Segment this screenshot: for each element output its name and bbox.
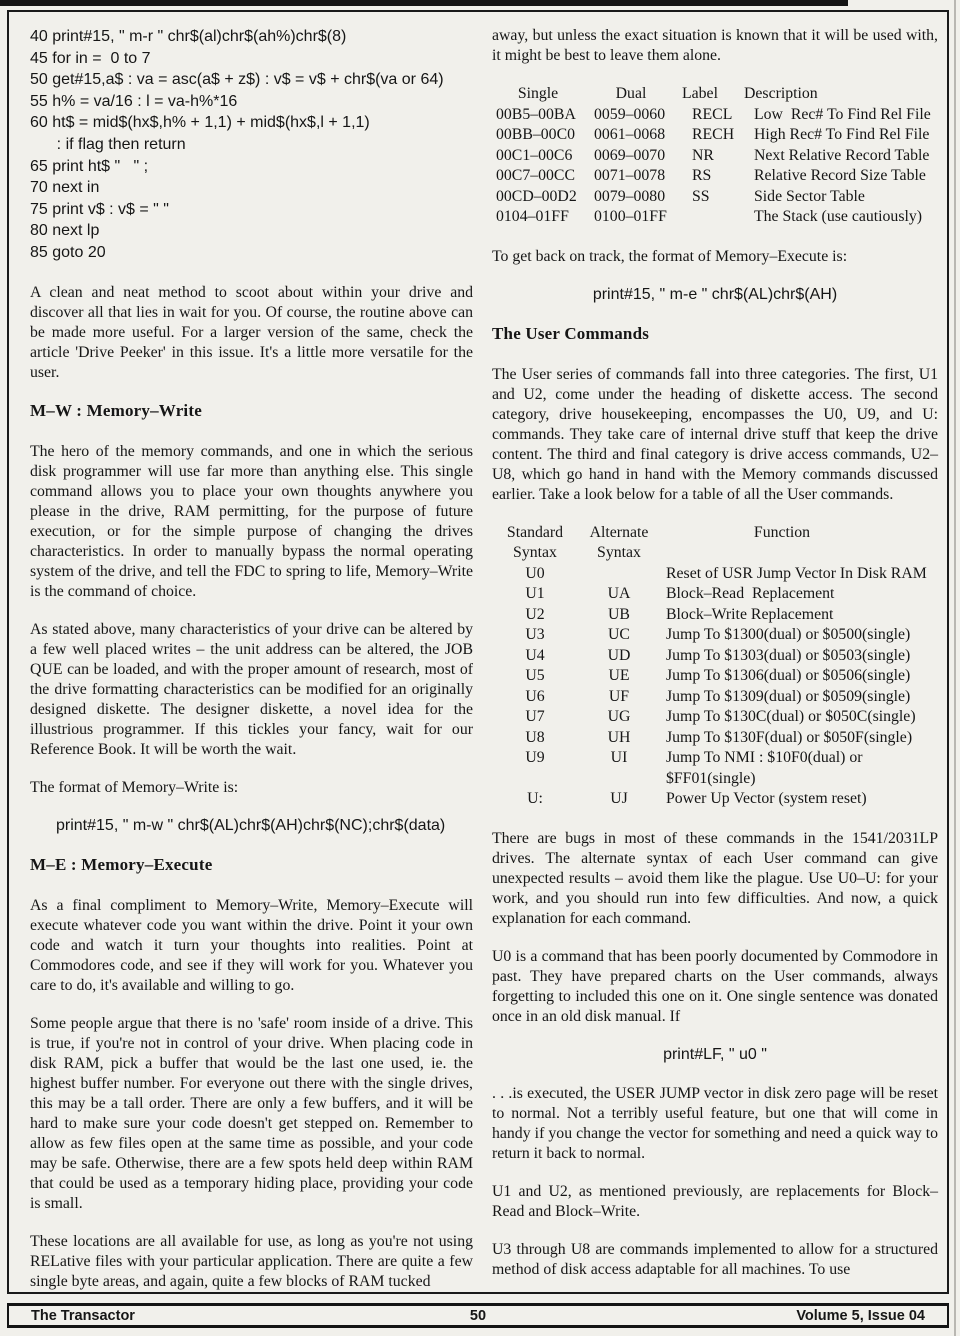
table-cell: 0071–0078 — [594, 167, 666, 184]
me-format-code: print#15, " m-e " chr$(AL)chr$(AH) — [592, 285, 838, 303]
table-cell: UG — [607, 708, 631, 725]
table-cell: Reset of USR Jump Vector In Disk RAM — [666, 564, 927, 582]
paragraph-mw-1: The hero of the memory commands, and one in which the serious disk programmer will use far more than anything else. This single command allows you to place your own thoughts anywhere you please in the drive, RAM permitting, for the purpose of future execution, or for the simple purpose of changing the drives characteristics. In order to manually bypass the normal operating system of the drive, and tell the FDC to spring to life, Memory–Write is the command of choice. — [30, 442, 473, 600]
table-cell: The Stack (use cautiously) — [754, 208, 923, 225]
paragraph-intro: A clean and neat method to scoot about within your drive and discover all that lies in wait for you. Of course, the routine above can be made more useful. For a larger version of the same, check the article 'Drive Peeker' in this issue. It's a little more versatile for the user. — [30, 283, 473, 381]
table-cell: RECH — [692, 126, 735, 143]
table-cell: UA — [607, 585, 631, 602]
paragraph-me-3: These locations are all available for use, as long as you're not using RELative files with your particular application. There are quite a few single byte areas, and again, quite a few blocks of RAM tucked — [30, 1232, 473, 1290]
scan-top-bar — [0, 0, 848, 6]
table-cell: Jump To $1309(dual) or $0509(single) — [666, 687, 911, 705]
mw-format-code: print#15, " m-w " chr$(AL)chr$(AH)chr$(NC);chr$(data) — [56, 816, 446, 834]
table-cell: UB — [608, 605, 630, 623]
code-line: : if flag then return — [30, 135, 186, 153]
table-row — [492, 728, 938, 749]
u0-code: print#LF, " u0 " — [663, 1045, 767, 1063]
table-row — [492, 125, 938, 146]
paragraph-continued: away, but unless the exact situation is known that it will be used with, it might be best to leave them alone. — [492, 27, 938, 64]
table-cell: UJ — [610, 790, 628, 807]
table-row — [492, 166, 938, 187]
table-row — [492, 187, 938, 208]
code-line: 80 next lp — [30, 222, 100, 240]
table-cell: 00C1–00C6 — [496, 146, 573, 164]
table-cell: UC — [608, 626, 630, 643]
code-line: 50 get#15,a$ : va = asc(a$ + z$) : v$ = v$ + chr$(va or 64) — [30, 71, 444, 89]
table-cell: SS — [692, 187, 710, 205]
table-cell: UD — [607, 646, 631, 664]
footer-volume-issue: Volume 5, Issue 04 — [796, 1307, 925, 1324]
table-cell: 00CD–00D2 — [496, 187, 577, 205]
code-line: 70 next in — [30, 179, 100, 197]
me-format-label: To get back on track, the format of Memory–Execute is: — [492, 247, 848, 265]
table-cell — [688, 207, 754, 228]
code-line: 45 for in = 0 to 7 — [30, 49, 151, 67]
column-header-dual: Dual — [615, 85, 647, 102]
memory-locations-table — [492, 84, 938, 228]
column-header-function: Function — [753, 523, 811, 541]
table-cell: RECL — [692, 105, 733, 123]
table-cell: Jump To $130F(dual) or $050F(single) — [666, 728, 913, 746]
table-row — [492, 584, 938, 605]
table-cell: Low Rec# To Find Rel File — [754, 105, 931, 123]
table-cell: Jump To $1303(dual) or $0503(single) — [666, 646, 911, 664]
table-cell: 0059–0060 — [594, 105, 666, 123]
table-cell: U2 — [525, 605, 545, 623]
table-row — [492, 625, 938, 646]
table-cell: High Rec# To Find Rel File — [754, 126, 930, 143]
table-cell: Jump To $130C(dual) or $050C(single) — [666, 708, 916, 725]
user-commands-table — [492, 523, 938, 810]
table-cell: 0079–0080 — [594, 187, 666, 205]
table-cell: 00BB–00C0 — [496, 126, 575, 143]
table-cell: UE — [608, 667, 630, 684]
table-cell: U3 — [525, 626, 545, 643]
table-row — [492, 605, 938, 626]
table-cell: Jump To $1300(dual) or $0500(single) — [666, 626, 911, 643]
table-row — [492, 687, 938, 708]
table-cell — [578, 564, 660, 585]
scan-edge-line — [954, 0, 956, 1336]
table-cell: U6 — [525, 687, 545, 705]
table-cell: Jump To NMI : $10F0(dual) or $FF01(single) — [666, 749, 867, 787]
table-cell: 0104–01FF — [496, 208, 569, 225]
page-footer — [7, 1303, 949, 1328]
heading-user-commands: The User Commands — [492, 323, 650, 343]
paragraph-user-1: The User series of commands fall into three categories. The first, U1 and U2, come under the heading of diskette access. The second category, drive housekeeping, encompasses the U0, U9, and U: commands. They take care of internal drive stuff that keep the drive content. The third and final category is drive access commands, U2–U8, which go hand in hand with the Memory commands discussed earlier. Take a look below for a table of all the User commands. — [492, 365, 938, 503]
table-cell: U0 — [525, 564, 545, 582]
table-cell: UH — [607, 728, 631, 746]
paragraph-u3u8: U3 through U8 are commands implemented to allow for a structured method of disk access adaptable for all machines. To use — [492, 1240, 938, 1278]
table-cell: 0061–0068 — [594, 126, 666, 143]
table-row — [492, 207, 938, 228]
table-cell: U9 — [525, 749, 545, 766]
paragraph-me-2: Some people argue that there is no 'safe' room inside of a drive. This is true, if you're not in control of your drive. When placing code in disk RAM, pick a buffer that would be the last one used, ie. the highest buffer number. For everyone out there with the single drives, this may be a tall order. There are only a few buffers, and it will be hard to make sure your code doesn't get stepped on. Remember to allow as few files open at the same time as possible, and your code may be safe. Otherwise, there are a few spots held deep within RAM that could be used as a temporary hiding place, providing your code is small. — [30, 1014, 473, 1212]
table-header-row — [492, 84, 938, 105]
table-row — [492, 105, 938, 126]
table-row — [492, 789, 938, 810]
basic-code-listing — [30, 26, 473, 264]
table-cell: Block–Write Replacement — [666, 605, 834, 623]
table-cell: 0069–0070 — [594, 146, 666, 164]
table-row — [492, 666, 938, 687]
code-line: 65 print ht$ " " ; — [30, 157, 149, 175]
table-cell: 00B5–00BA — [496, 105, 576, 123]
code-line: 75 print v$ : v$ = " " — [30, 200, 169, 218]
table-cell: U8 — [525, 728, 545, 746]
table-row — [492, 707, 938, 728]
column-header-description: Description — [744, 85, 818, 102]
table-cell: Side Sector Table — [754, 187, 865, 205]
table-body — [492, 564, 938, 810]
code-line: 60 ht$ = mid$(hx$,h% + 1,1) + mid$(hx$,l + 1,1) — [30, 114, 370, 132]
table-cell: U7 — [525, 708, 545, 725]
right-column — [492, 26, 938, 1298]
left-column — [30, 26, 473, 1310]
table-cell: Power Up Vector (system reset) — [666, 790, 867, 807]
table-body — [492, 105, 938, 228]
table-cell: Next Relative Record Table — [754, 146, 930, 164]
column-header-label: Label — [682, 85, 718, 102]
column-header-standard-syntax: Standard Syntax — [506, 523, 568, 561]
table-row — [492, 564, 938, 585]
footer-page-number: 50 — [469, 1307, 487, 1324]
table-cell: UI — [610, 749, 628, 766]
table-cell: RS — [692, 167, 712, 184]
table-cell: UF — [608, 687, 630, 705]
column-header-single: Single — [517, 85, 559, 102]
table-row — [492, 146, 938, 167]
paragraph-u1u2: U1 and U2, as mentioned previously, are replacements for Block–Read and Block–Write. — [492, 1182, 938, 1220]
code-line: 40 print#15, " m-r " chr$(al)chr$(ah%)chr$(8) — [30, 28, 347, 45]
table-row — [492, 748, 938, 789]
heading-memory-write: M–W : Memory–Write — [30, 400, 202, 420]
table-cell: U1 — [525, 585, 545, 602]
paragraph-executed: . . .is executed, the USER JUMP vector in disk zero page will be reset to normal. Not a terribly useful feature, but one that will come in handy if you change the vector for something and need a quick way to return it back to normal. — [492, 1084, 938, 1162]
paragraph-me-1: As a final compliment to Memory–Write, Memory–Execute will execute whatever code you want within the drive. Point it your own code and watch it turn your thoughts into realities. Point at Commodores code, and see if they will work for you. Whatever you care to do, it's available and willing to go. — [30, 896, 473, 994]
table-cell: Block–Read Replacement — [666, 585, 835, 602]
table-cell: 0100–01FF — [594, 208, 667, 225]
code-line: 85 goto 20 — [30, 243, 106, 261]
table-row — [492, 646, 938, 667]
table-cell: 00C7–00CC — [496, 167, 575, 184]
table-cell: Jump To $1306(dual) or $0506(single) — [666, 667, 911, 684]
paragraph-u0: U0 is a command that has been poorly documented by Commodore in past. They have prepared charts on the User commands, always forgetting to included this one on it. One single sentence was donated once in an old disk manual. If — [492, 947, 938, 1025]
table-header-row — [492, 523, 938, 564]
code-line: 55 h% = va/16 : l = va-h%*16 — [30, 92, 238, 110]
column-header-alternate-syntax: Alternate Syntax — [589, 523, 653, 561]
table-cell: U5 — [525, 667, 545, 684]
table-cell: U: — [527, 790, 543, 807]
heading-memory-execute: M–E : Memory–Execute — [30, 854, 213, 874]
footer-magazine-title: The Transactor — [31, 1307, 135, 1324]
table-cell: NR — [692, 146, 714, 164]
table-cell: U4 — [525, 646, 545, 664]
paragraph-mw-2: As stated above, many characteristics of your drive can be altered by a few well placed writes – the unit address can be altered, the JOB QUE can be loaded, and with the proper amount of research, most of the drive formatting characteristics can be modified for an originally designed diskette. The designer diskette, a novel idea for the illustrious programmer. If this tickles your fancy, wait for our Reference Book. It will be worth the wait. — [30, 620, 473, 758]
table-cell: Relative Record Size Table — [754, 167, 926, 184]
mw-format-label: The format of Memory–Write is: — [30, 778, 239, 796]
paragraph-bugs: There are bugs in most of these commands in the 1541/2031LP drives. The alternate syntax of each User command can give unexpected results – avoid them like the plague. Use U0–U: for your work, and you should run into few difficulties. And now, a quick explanation for each command. — [492, 829, 938, 927]
